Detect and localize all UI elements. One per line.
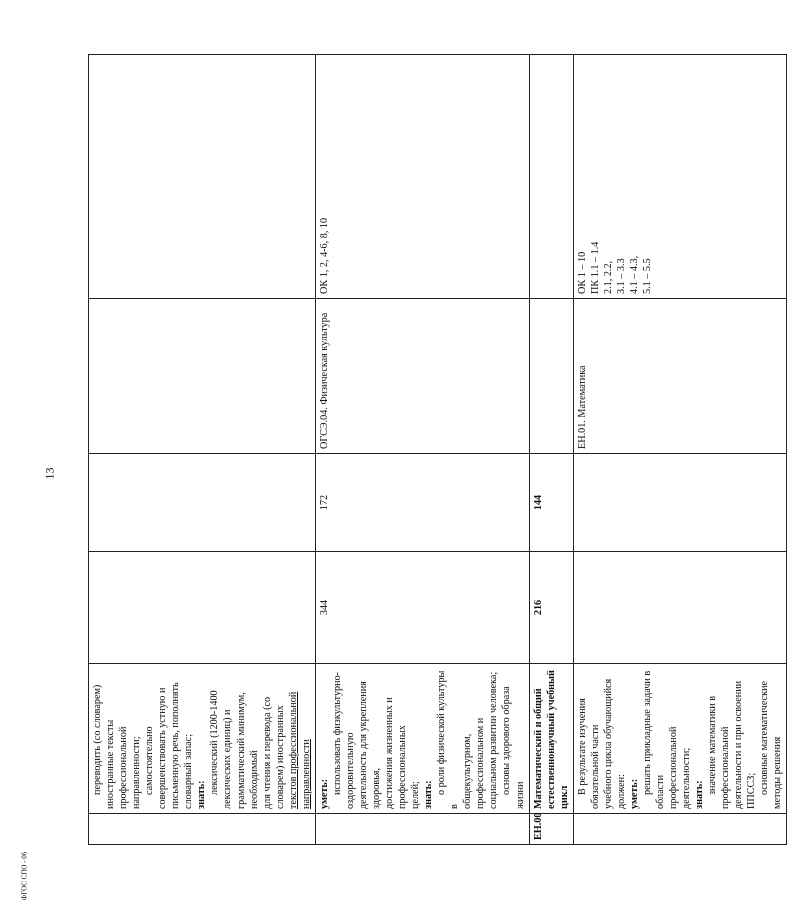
table-row-pe	[315, 55, 529, 845]
text-line: учебного цикла обучающийся должен:	[602, 678, 627, 809]
class-load-en: 144	[529, 454, 573, 552]
curriculum-table-rotated	[88, 55, 784, 845]
table-row-en-cycle	[529, 55, 573, 845]
text-line: уметь:	[628, 778, 640, 809]
code-en: ЕН.00	[529, 814, 573, 845]
competency-text-language	[89, 664, 316, 814]
text-line: о роли физической культуры в	[436, 670, 461, 809]
class-load-cell-empty	[89, 454, 316, 552]
text-line: В результате изучения обязательной части	[576, 698, 601, 809]
competencies-math	[573, 55, 787, 299]
competency-line: 4.1 – 4.3,	[628, 255, 640, 294]
class-load-pe: 172	[315, 454, 529, 552]
max-load-cell-empty	[89, 552, 316, 664]
curriculum-table	[88, 54, 787, 845]
text-line: деятельность для укрепления здоровья,	[357, 681, 382, 809]
code-cell-empty	[89, 814, 316, 845]
competency-line: ОК 1 – 10	[576, 251, 588, 294]
title-en: Математический и общий естественнонаучный учебный цикл	[529, 664, 573, 814]
curriculum-table-container	[88, 55, 784, 845]
competency-line: ПК 1.1 – 1.4	[589, 241, 601, 294]
code-cell-empty	[573, 814, 787, 845]
max-load-en: 216	[529, 552, 573, 664]
text-line: решать прикладные задачи в области	[641, 670, 666, 809]
competency-text-math	[573, 664, 787, 814]
text-line: самостоятельно совершенствовать устную и	[144, 687, 169, 809]
text-line: грамматический минимум, необходимый	[235, 692, 260, 809]
text-line: переводить (со словарем) иностранные тексты	[92, 684, 117, 809]
max-load-cell-empty	[573, 552, 787, 664]
competency-text-pe	[315, 664, 529, 814]
text-line: знать:	[423, 780, 435, 809]
text-line: лексический (1200-1400 лексических единиц) и	[209, 690, 234, 809]
table-row-language	[89, 55, 316, 845]
text-line: достижения жизненных и профессиональных	[384, 697, 409, 809]
class-load-cell-empty	[573, 454, 787, 552]
competency-cell-empty	[529, 55, 573, 299]
footer	[0, 851, 29, 901]
page-number: 13	[42, 467, 57, 480]
footer-text: ФГОС СПО - 06	[20, 851, 29, 901]
table-row-math	[573, 55, 787, 845]
code-cell-empty	[315, 814, 529, 845]
text-line: профессиональной деятельности;	[668, 726, 693, 809]
text-line: знать:	[196, 780, 208, 809]
text-line: социальном развитии человека;	[488, 671, 500, 809]
competency-line: 5.1 – 5.5	[641, 258, 653, 294]
discipline-cell-empty	[529, 299, 573, 454]
max-load-pe: 344	[315, 552, 529, 664]
competency-cell-empty	[89, 55, 316, 299]
text-line: общекультурном, профессиональном и	[462, 717, 487, 809]
competencies-pe: ОК 1, 2, 4-6, 8, 10	[315, 55, 529, 299]
text-line: текстов профессиональной направленности	[287, 691, 312, 809]
text-line: использовать физкультурно-оздоровительную	[331, 671, 356, 809]
discipline-pe: ОГСЭ.04. Физическая культура	[315, 299, 529, 454]
text-line: основы здорового образа жизни	[501, 686, 526, 809]
text-line: для чтения и перевода (со словарем) иностранных	[261, 696, 286, 809]
text-line: уметь:	[318, 778, 330, 809]
text-line: значение математики в профессиональной	[707, 695, 732, 809]
text-line: основные математические методы решения	[759, 680, 784, 809]
competency-line: 2.1, 2.2,	[602, 260, 614, 294]
discipline-cell-empty	[89, 299, 316, 454]
text-line: деятельности и при освоении ППССЗ;	[733, 680, 758, 809]
text-line: целей;	[410, 781, 422, 809]
competency-line: 3.1 – 3.3	[615, 258, 627, 294]
text-line: письменную речь, пополнять словарный запас;	[170, 682, 195, 809]
text-line: профессиональной направленности;	[118, 726, 143, 809]
text-line: знать:	[694, 780, 706, 809]
discipline-math: ЕН.01. Математика	[573, 299, 787, 454]
